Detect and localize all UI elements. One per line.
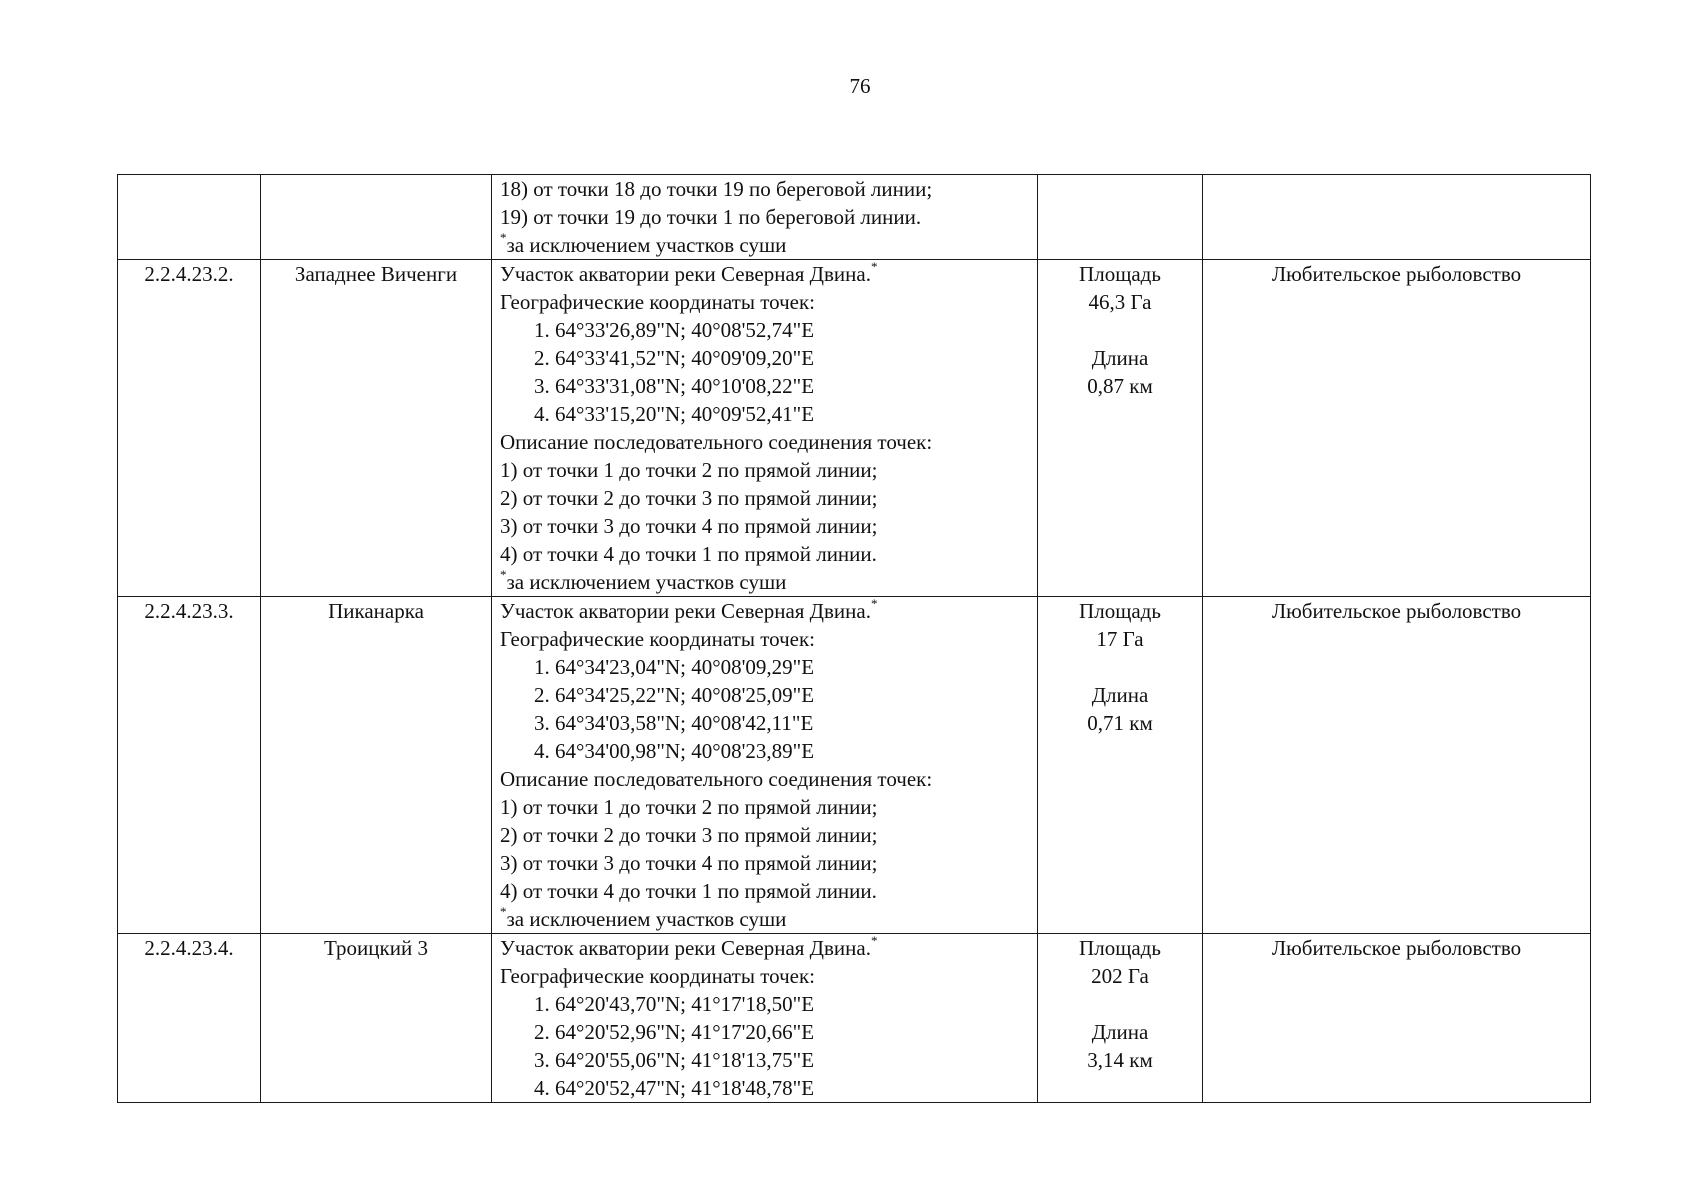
- coordinate-item: 1. 64°33'26,89"N; 40°08'52,74"E: [534, 318, 815, 342]
- row-id-cell: [118, 175, 261, 260]
- coordinate-item: 1. 64°34'23,04"N; 40°08'09,29"E: [534, 655, 815, 679]
- length-value: 0,87 км: [1087, 374, 1153, 398]
- area-heading: Участок акватории реки Северная Двина.*: [500, 596, 878, 623]
- row-id-cell: 2.2.4.23.4.: [118, 934, 261, 1103]
- page-number: 76: [849, 74, 871, 98]
- length-value: 3,14 км: [1087, 1048, 1153, 1072]
- coordinate-item: 3. 64°33'31,08"N; 40°10'08,22"E: [534, 374, 815, 398]
- row-id-cell: 2.2.4.23.2.: [118, 260, 261, 597]
- footnote: *за исключением участков суши: [500, 904, 787, 931]
- link-item: 2) от точки 2 до точки 3 по прямой линии;: [500, 823, 878, 847]
- length-value: 0,71 км: [1087, 711, 1153, 735]
- link-item: 2) от точки 2 до точки 3 по прямой линии;: [500, 486, 878, 510]
- area-heading: Участок акватории реки Северная Двина.*: [500, 933, 878, 960]
- row-description-cell: [492, 260, 1038, 597]
- link-item: 4) от точки 4 до точки 1 по прямой линии.: [500, 879, 877, 903]
- row-name-cell: [261, 175, 492, 260]
- coordinate-item: 2. 64°20'52,96"N; 41°17'20,66"E: [534, 1020, 815, 1044]
- length-label: Длина: [1091, 346, 1149, 370]
- row-use-cell: Любительское рыболовство: [1203, 260, 1591, 597]
- row-use-cell: Любительское рыболовство: [1203, 597, 1591, 934]
- row-description-cell: [492, 175, 1038, 260]
- table-row: [118, 175, 1591, 260]
- area-label: Площадь: [1079, 599, 1161, 623]
- table-row: [118, 934, 1591, 1103]
- footnote: *за исключением участков суши: [500, 230, 787, 257]
- coordinate-item: 4. 64°20'52,47"N; 41°18'48,78"E: [534, 1076, 815, 1100]
- length-label: Длина: [1091, 683, 1149, 707]
- row-description-cell: [492, 934, 1038, 1103]
- link-item: 3) от точки 3 до точки 4 по прямой линии;: [500, 514, 878, 538]
- footnote-mark: *: [870, 259, 878, 274]
- area-heading: Участок акватории реки Северная Двина.*: [500, 259, 878, 286]
- area-value: 46,3 Га: [1088, 290, 1152, 314]
- area-label: Площадь: [1079, 936, 1161, 960]
- area-value: 202 Га: [1091, 964, 1149, 988]
- footnote-mark: *: [870, 596, 878, 611]
- footnote-mark: *: [870, 933, 878, 948]
- coordinate-item: 1. 64°20'43,70"N; 41°17'18,50"E: [534, 992, 815, 1016]
- coords-heading: Географические координаты точек:: [500, 964, 815, 988]
- links-heading: Описание последовательного соединения точек:: [500, 430, 933, 454]
- row-name-cell: Троицкий 3: [261, 934, 492, 1103]
- link-item: 4) от точки 4 до точки 1 по прямой линии.: [500, 542, 877, 566]
- area-value: 17 Га: [1096, 627, 1144, 651]
- row-use-cell: Любительское рыболовство: [1203, 934, 1591, 1103]
- footnote: *за исключением участков суши: [500, 567, 787, 594]
- row-id-cell: 2.2.4.23.3.: [118, 597, 261, 934]
- coordinate-item: 4. 64°33'15,20"N; 40°09'52,41"E: [534, 402, 815, 426]
- table-row: [118, 597, 1591, 934]
- boundary-line: 18) от точки 18 до точки 19 по береговой линии;: [500, 177, 933, 201]
- row-description-cell: [492, 597, 1038, 934]
- boundary-line: 19) от точки 19 до точки 1 по береговой линии.: [500, 205, 922, 229]
- coordinate-item: 2. 64°34'25,22"N; 40°08'25,09"E: [534, 683, 815, 707]
- table-row: [118, 260, 1591, 597]
- coordinate-item: 4. 64°34'00,98"N; 40°08'23,89"E: [534, 739, 815, 763]
- coords-heading: Географические координаты точек:: [500, 290, 815, 314]
- length-label: Длина: [1091, 1020, 1149, 1044]
- row-size-cell: [1038, 175, 1203, 260]
- row-use-cell: [1203, 175, 1591, 260]
- footnote-mark: *: [500, 904, 507, 919]
- link-item: 1) от точки 1 до точки 2 по прямой линии;: [500, 795, 878, 819]
- coordinate-item: 3. 64°20'55,06"N; 41°18'13,75"E: [534, 1048, 815, 1072]
- row-size-cell: [1038, 597, 1203, 934]
- coords-heading: Географические координаты точек:: [500, 627, 815, 651]
- footnote-mark: *: [500, 230, 507, 245]
- row-size-cell: [1038, 934, 1203, 1103]
- links-heading: Описание последовательного соединения точек:: [500, 767, 933, 791]
- coordinate-item: 2. 64°33'41,52"N; 40°09'09,20"E: [534, 346, 815, 370]
- fishing-areas-table: [117, 174, 1591, 1103]
- coordinate-item: 3. 64°34'03,58"N; 40°08'42,11"E: [534, 711, 814, 735]
- footnote-mark: *: [500, 567, 507, 582]
- row-name-cell: Западнее Виченги: [261, 260, 492, 597]
- row-name-cell: Пиканарка: [261, 597, 492, 934]
- row-size-cell: [1038, 260, 1203, 597]
- area-label: Площадь: [1079, 262, 1161, 286]
- link-item: 1) от точки 1 до точки 2 по прямой линии;: [500, 458, 878, 482]
- link-item: 3) от точки 3 до точки 4 по прямой линии;: [500, 851, 878, 875]
